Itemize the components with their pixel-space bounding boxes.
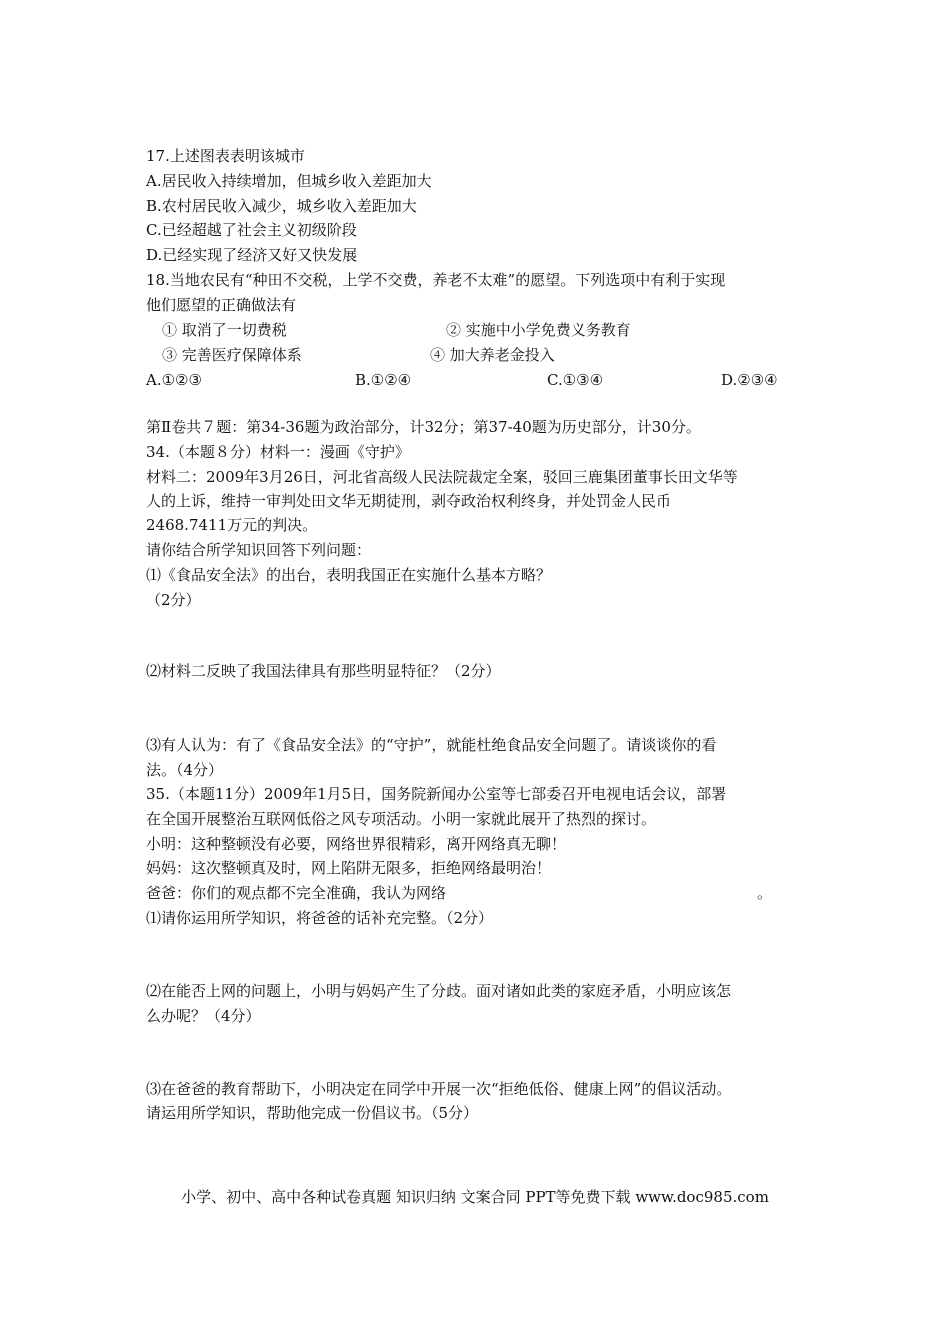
q18-stem-line2: 他们愿望的正确做法有 bbox=[146, 296, 297, 314]
q34-material2-line2: 人的上诉，维持一审判处田文华无期徒刑，剥夺政治权利终身，并处罚金人民币 bbox=[146, 492, 672, 510]
q35-sub3-line2: 请运用所学知识，帮助他完成一份倡议书。（5分） bbox=[146, 1104, 479, 1122]
q35-head-line1: 35.（本题11分）2009年1月5日，国务院新闻办公室等七部委召开电视电话会议，部署 bbox=[146, 785, 727, 803]
q34-prompt: 请你结合所学知识回答下列问题： bbox=[146, 541, 372, 559]
q34-sub3-line2: 法。（4分） bbox=[146, 761, 224, 779]
q17-option-d: D.已经实现了经济又好又快发展 bbox=[146, 246, 358, 264]
q18-choice-d: D.②③④ bbox=[721, 371, 778, 389]
q17-option-c: C.已经超越了社会主义初级阶段 bbox=[146, 221, 357, 239]
q34-material2-line3: 2468.7411万元的判决。 bbox=[146, 516, 318, 534]
q17-option-b: B.农村居民收入减少，城乡收入差距加大 bbox=[146, 197, 417, 215]
q35-baba-line-end: 。 bbox=[757, 884, 773, 902]
q18-item-3: ③ 完善医疗保障体系 bbox=[162, 346, 302, 364]
section-2-intro: 第Ⅱ卷共７题：第34-36题为政治部分，计32分；第37-40题为历史部分，计30分。 bbox=[146, 418, 701, 436]
q34-head: 34.（本题８分）材料一：漫画《守护》 bbox=[146, 443, 410, 461]
q18-item-4: ④ 加大养老金投入 bbox=[430, 346, 555, 364]
q35-mama-line: 妈妈：这次整顿真及时，网上陷阱无限多，拒绝网络最明治！ bbox=[146, 859, 552, 877]
q18-item-1: ① 取消了一切费税 bbox=[162, 321, 287, 339]
q18-stem-line1: 18.当地农民有“种田不交税，上学不交费，养老不太难”的愿望。下列选项中有利于实现 bbox=[146, 271, 726, 289]
q35-head-line2: 在全国开展整治互联网低俗之风专项活动。小明一家就此展开了热烈的探讨。 bbox=[146, 810, 657, 828]
q35-sub3-line1: ⑶在爸爸的教育帮助下，小明决定在同学中开展一次“拒绝低俗、健康上网”的倡议活动。 bbox=[146, 1080, 732, 1098]
q34-sub3-line1: ⑶有人认为：有了《食品安全法》的“守护”，就能杜绝食品安全问题了。请谈谈你的看 bbox=[146, 736, 717, 754]
q34-sub1-line2: （2分） bbox=[146, 591, 201, 609]
q17-stem: 17.上述图表表明该城市 bbox=[146, 147, 305, 165]
q34-sub1-line1: ⑴《食品安全法》的出台，表明我国正在实施什么基本方略？ bbox=[146, 566, 552, 584]
q35-sub2-line1: ⑵在能否上网的问题上，小明与妈妈产生了分歧。面对诸如此类的家庭矛盾，小明应该怎 bbox=[146, 982, 732, 1000]
q35-sub2-line2: 么办呢？（4分） bbox=[146, 1007, 261, 1025]
page-footer: 小学、初中、高中各种试卷真题 知识归纳 文案合同 PPT等免费下载 www.doc985.com bbox=[181, 1188, 769, 1206]
q34-sub2: ⑵材料二反映了我国法律具有那些明显特征？（2分） bbox=[146, 662, 501, 680]
q18-choice-c: C.①③④ bbox=[547, 371, 604, 389]
q35-sub1: ⑴请你运用所学知识，将爸爸的话补充完整。（2分） bbox=[146, 909, 494, 927]
q18-choice-a: A.①②③ bbox=[146, 371, 202, 389]
q35-xiaoming-line: 小明：这种整顿没有必要，网络世界很精彩，离开网络真无聊！ bbox=[146, 835, 567, 853]
q18-item-2: ② 实施中小学免费义务教育 bbox=[446, 321, 631, 339]
q35-baba-line: 爸爸：你们的观点都不完全准确，我认为网络 bbox=[146, 884, 447, 902]
q34-material2-line1: 材料二：2009年3月26日，河北省高级人民法院裁定全案，驳回三鹿集团董事长田文华等 bbox=[146, 468, 738, 486]
q18-choice-b: B.①②④ bbox=[355, 371, 412, 389]
q17-option-a: A.居民收入持续增加，但城乡收入差距加大 bbox=[146, 172, 432, 190]
